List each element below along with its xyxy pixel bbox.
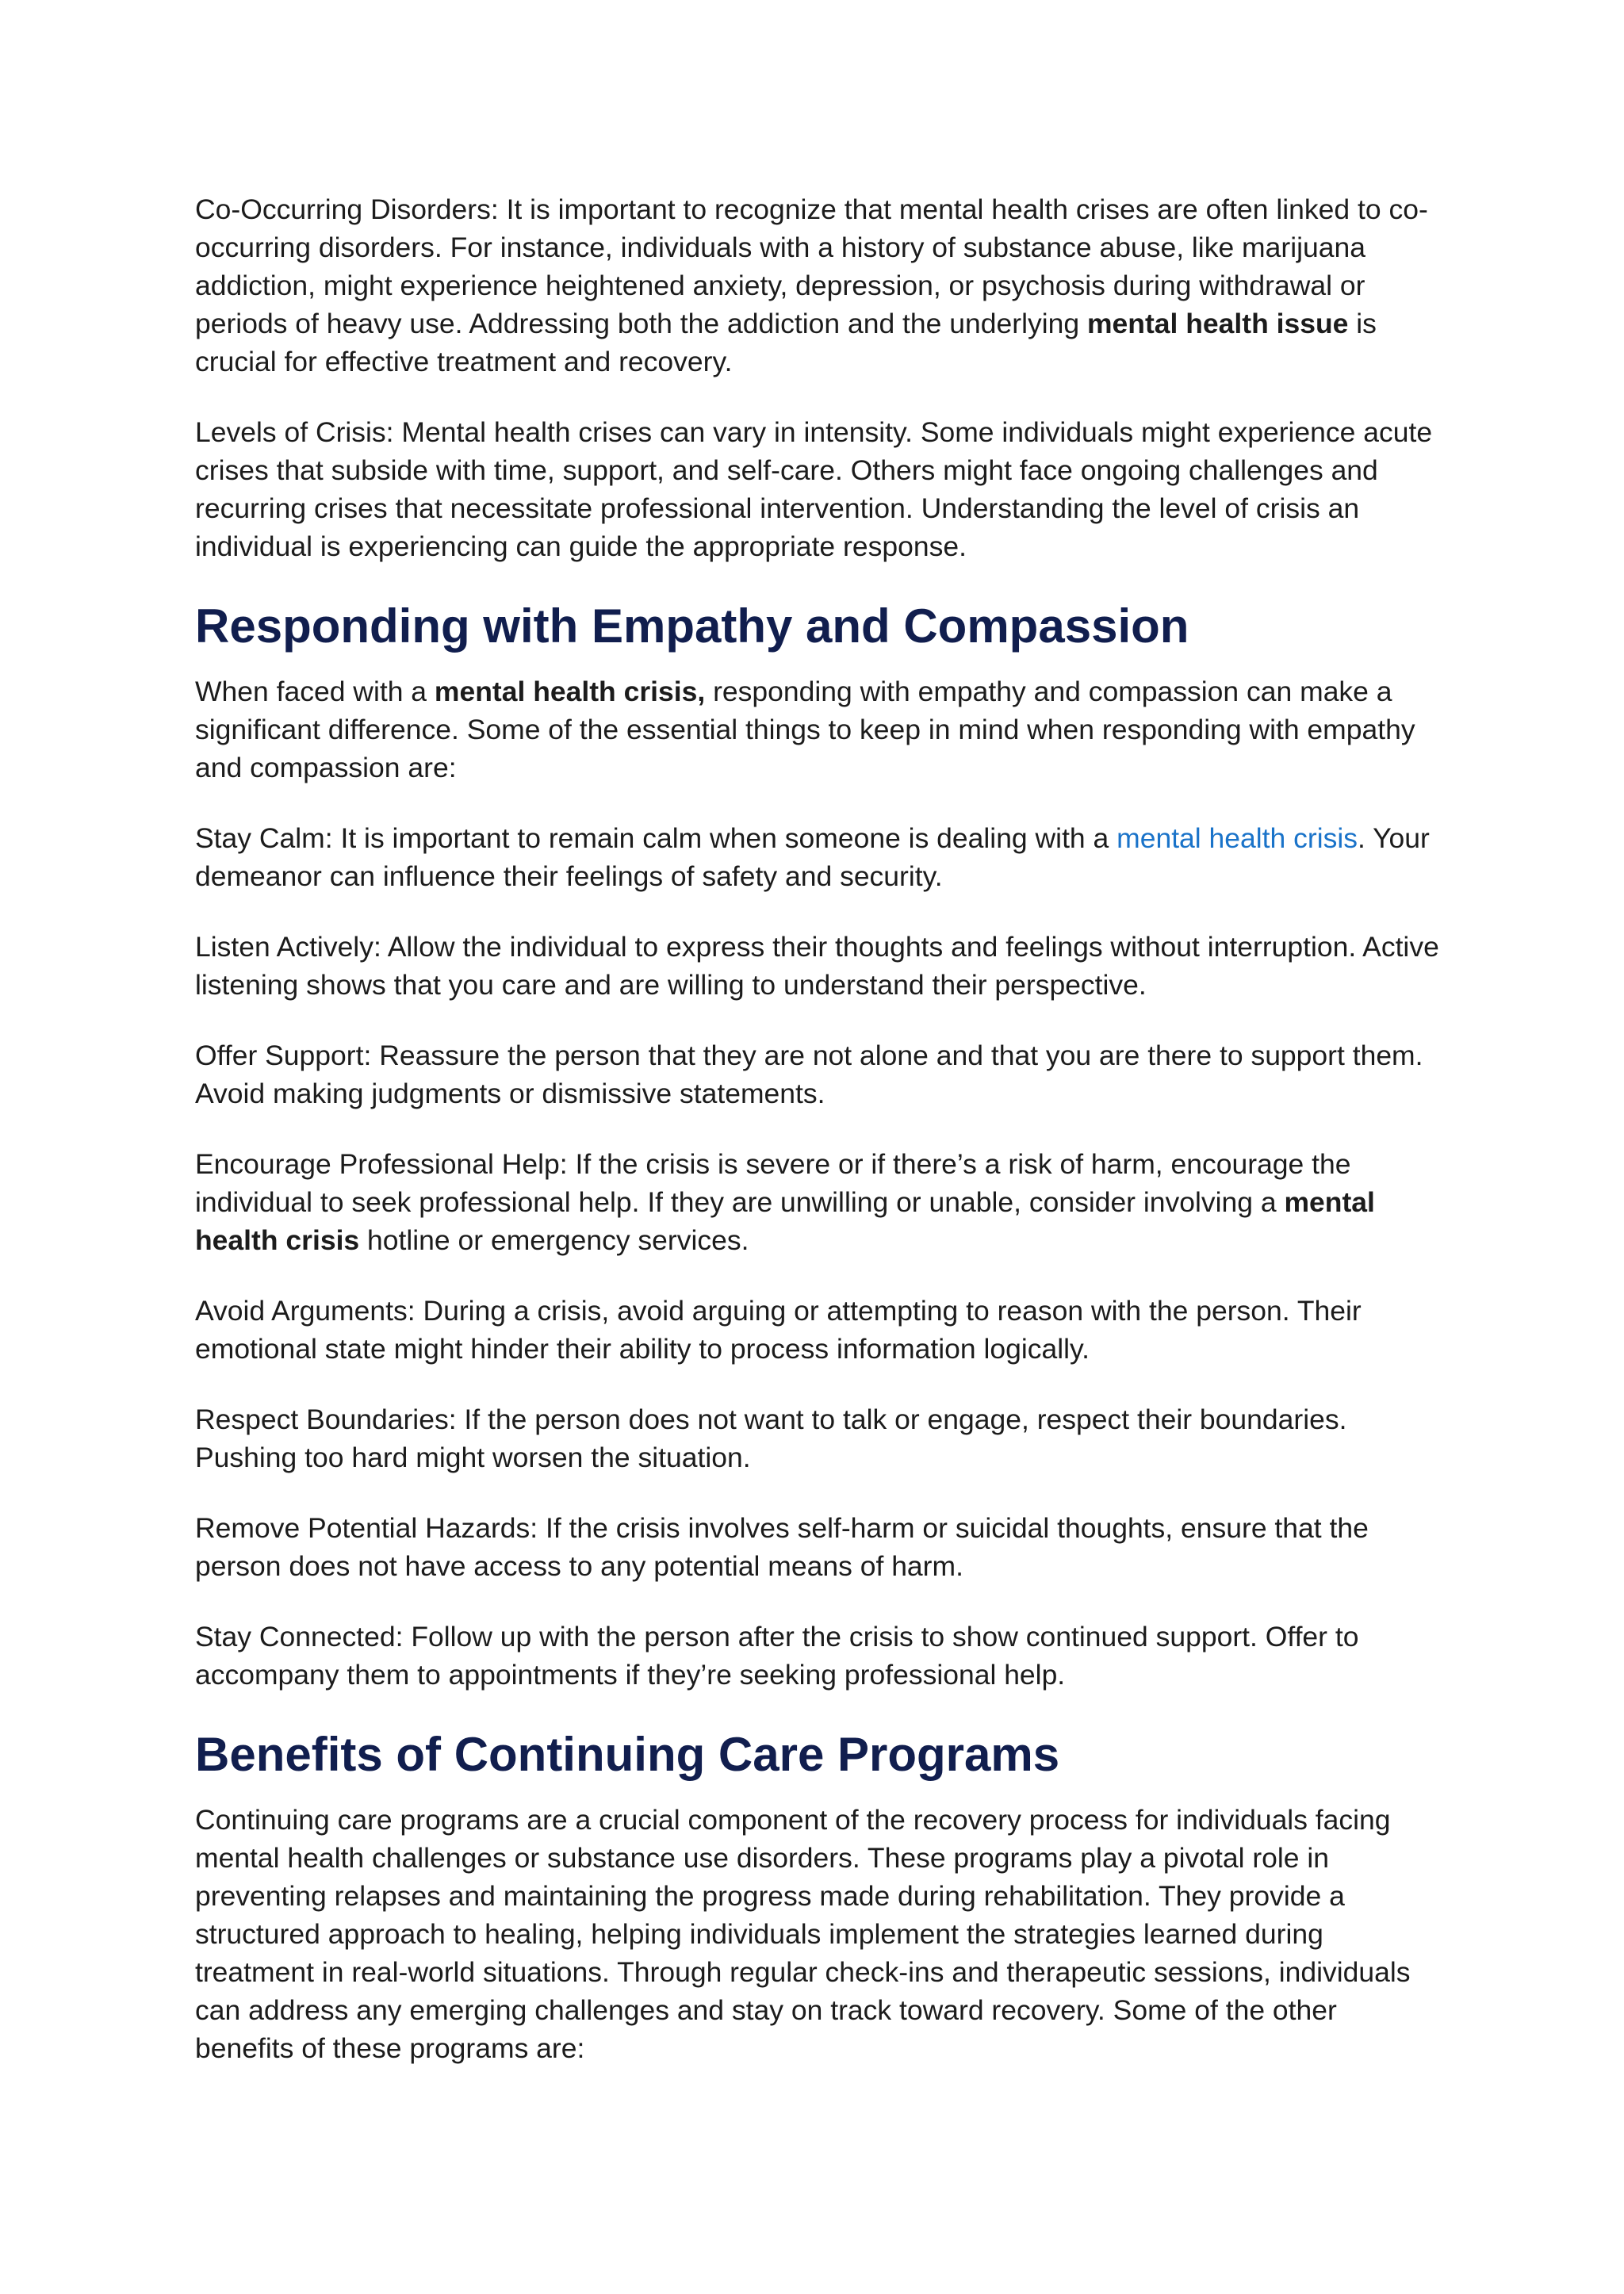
paragraph-levels-of-crisis: Levels of Crisis: Mental health crises can vary in intensity. Some individuals might experience acute crises that subside with time, support, and self-care. Others might face ongoing challenges and recurring crises that necessitate professional intervention. Understanding the level of crisis an individual is experiencing can guide the appropriate response.: [195, 416, 1433, 562]
bold-phrase: mental health crisis: [195, 1186, 1375, 1256]
paragraph-text: When faced with a: [195, 676, 435, 707]
paragraph-encourage-professional-help: [195, 1145, 1440, 1259]
paragraph-listen-actively: Listen Actively: Allow the individual to express their thoughts and feelings without interruption. Active listening shows that you care and are willing to understand their perspective.: [195, 931, 1439, 1001]
paragraph-text: Co-Occurring Disorders: It is important to recognize that mental health crises are often linked to co-occurring disorders. For instance, individuals with a history of substance abuse, like marijuana addiction, might experience heightened anxiety, depression, or psychosis during withdrawal or periods of heavy use. Addressing both the addiction and the underlying: [195, 193, 1428, 339]
paragraph-text: is crucial for effective treatment and recovery.: [195, 308, 1377, 377]
bold-phrase: mental health crisis,: [434, 676, 706, 707]
paragraph-text: responding with empathy and compassion can make a significant difference. Some of the essential things to keep in mind when responding with empathy and compassion are:: [195, 676, 1415, 783]
paragraph-continuing-care-intro: Continuing care programs are a crucial component of the recovery process for individuals facing mental health challenges or substance use disorders. These programs play a pivotal role in preventing relapses and maintaining the progress made during rehabilitation. They provide a structured approach to healing, helping individuals implement the strategies learned during treatment in real-world situations. Through regular check-ins and therapeutic sessions, individuals can address any emerging challenges and stay on track toward recovery. Some of the other benefits of these programs are:: [195, 1804, 1411, 2064]
bold-phrase: mental health issue: [1086, 308, 1349, 339]
document-page: [195, 190, 1440, 2100]
paragraph-text: Stay Calm: It is important to remain calm when someone is dealing with a: [195, 822, 1117, 854]
paragraph-text: Encourage Professional Help: If the crisis is severe or if there’s a risk of harm, encourage the individual to seek professional help. If they are unwilling or unable, consider involving a: [195, 1148, 1351, 1218]
paragraph-remove-hazards: Remove Potential Hazards: If the crisis involves self-harm or suicidal thoughts, ensure that the person does not have access to any potential means of harm.: [195, 1512, 1369, 1582]
paragraph-text: hotline or emergency services.: [359, 1224, 749, 1256]
heading-benefits-continuing-care: Benefits of Continuing Care Programs: [195, 1728, 1060, 1781]
paragraph-co-occurring-disorders: [195, 190, 1440, 381]
mental-health-crisis-link[interactable]: mental health crisis: [1116, 822, 1358, 854]
paragraph-offer-support: Offer Support: Reassure the person that they are not alone and that you are there to support them. Avoid making judgments or dismissive statements.: [195, 1040, 1423, 1109]
paragraph-stay-calm: [195, 819, 1440, 895]
heading-responding-with-empathy: Responding with Empathy and Compassion: [195, 599, 1189, 653]
paragraph-respect-boundaries: Respect Boundaries: If the person does not want to talk or engage, respect their boundaries. Pushing too hard might worsen the situation.: [195, 1404, 1347, 1473]
paragraph-text: . Your demeanor can influence their feelings of safety and security.: [195, 822, 1430, 892]
paragraph-stay-connected: Stay Connected: Follow up with the person after the crisis to show continued support. Offer to accompany them to appointments if they’re seeking professional help.: [195, 1621, 1359, 1691]
paragraph-avoid-arguments: Avoid Arguments: During a crisis, avoid arguing or attempting to reason with the person. Their emotional state might hinder their ability to process information logically.: [195, 1295, 1362, 1365]
paragraph-empathy-intro: [195, 672, 1440, 787]
